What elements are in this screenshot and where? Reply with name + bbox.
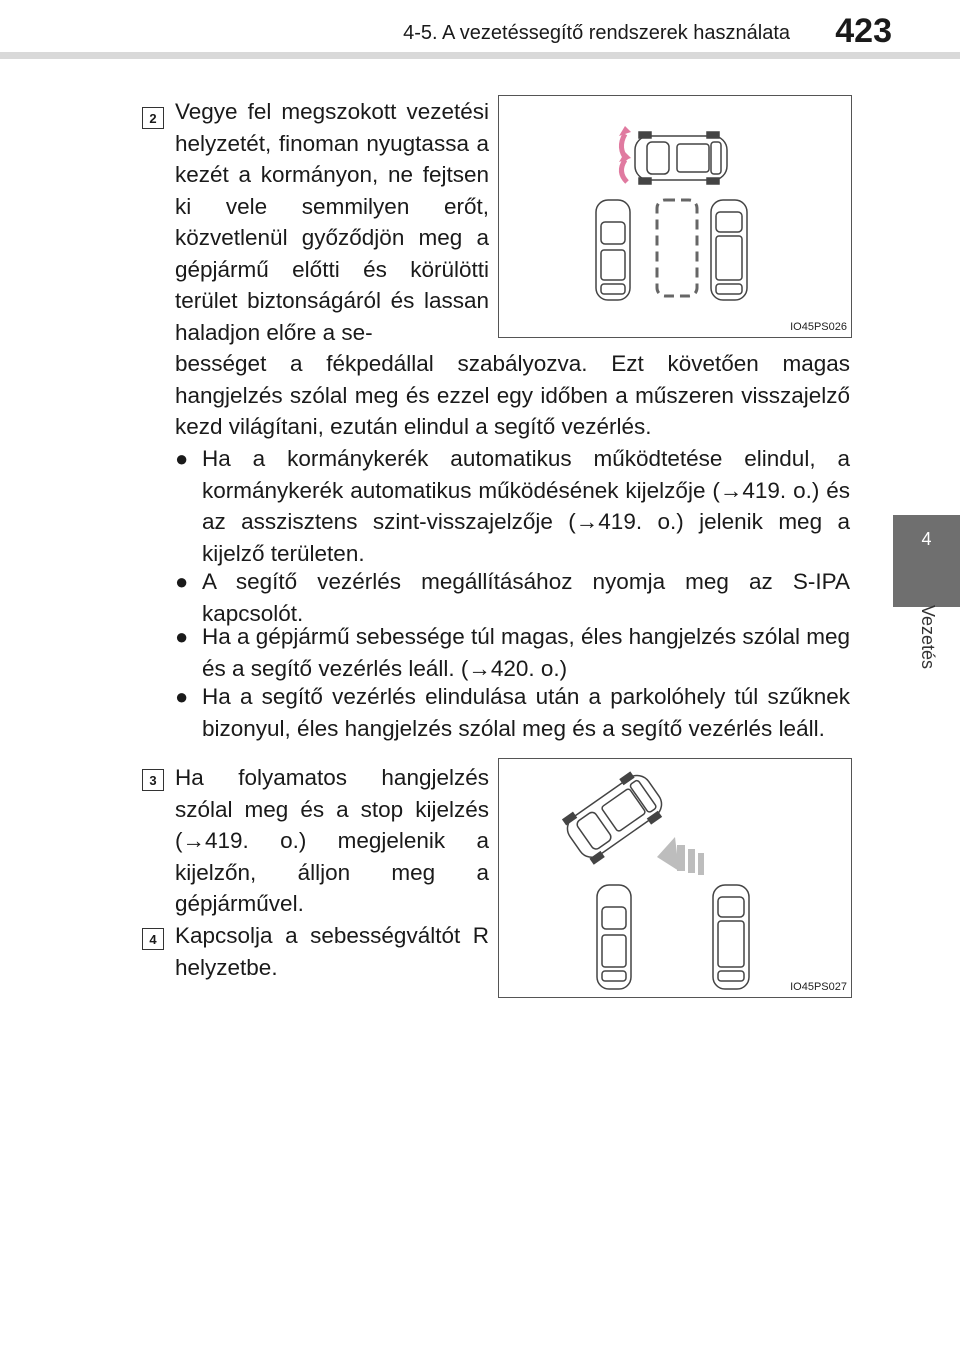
step-2-badge: 2 xyxy=(142,107,164,129)
figure-stop-position xyxy=(498,758,852,998)
bullet-icon: ● xyxy=(175,569,189,594)
page-number: 423 xyxy=(835,12,892,50)
figure-forward-assist xyxy=(498,95,852,338)
chapter-label: Vezetés xyxy=(918,605,938,670)
step-4-text: Kapcsolja a sebességváltót R helyzetbe. xyxy=(175,923,489,980)
parking-diagram-2 xyxy=(499,759,851,997)
bullet-item xyxy=(175,566,850,629)
bullet-icon: ● xyxy=(175,624,189,649)
angled-car xyxy=(560,767,670,866)
chapter-tab xyxy=(893,515,960,607)
bullet-text: Ha a segítő vezérlés elindulása után a parkolóhely túl szűknek bizonyul, éles hangjelzés szólal meg és a segítő vezérlés leáll. xyxy=(202,684,850,741)
bullet-item xyxy=(175,681,850,744)
step-2-text-bottom: bességet a fékpedállal szabályozva. Ezt követően magas hangjelzés szólal meg és ezzel egy időben a műszeren visszajelző kezd világítani, ezután elindul a segítő vezérlés. xyxy=(175,351,850,439)
bullet-item xyxy=(175,443,850,569)
stop-arrow xyxy=(657,837,704,875)
parked-car-left xyxy=(597,885,631,989)
parking-space xyxy=(657,200,697,296)
parked-car-left xyxy=(596,200,630,300)
bullet-icon: ● xyxy=(175,446,189,471)
moving-car xyxy=(635,132,727,184)
parked-car-right xyxy=(713,885,749,989)
chapter-number: 4 xyxy=(921,529,932,549)
step-3-text: Ha folyamatos hangjelzés szólal meg és a stop kijelzés (→419. o.) megjelenik a kijelzőn, álljon meg a gépjárművel. xyxy=(175,765,489,916)
step-4-badge: 4 xyxy=(142,928,164,950)
figure-2-label: IO45PS027 xyxy=(790,981,847,993)
bullet-icon: ● xyxy=(175,684,189,709)
bullet-text: Ha a gépjármű sebessége túl magas, éles hangjelzés szólal meg és a segítő vezérlés leáll. (→420. o.) xyxy=(202,624,850,681)
parking-diagram-1 xyxy=(499,96,851,337)
parked-car-right xyxy=(711,200,747,300)
bullet-text: Ha a kormánykerék automatikus működtetése elindul, a kormánykerék automatikus működésének kijelzője (→419. o.) és az asszisztens szint-visszajelzője (→419. o.) jelenik meg a kijelző területen. xyxy=(202,446,850,566)
figure-1-label: IO45PS026 xyxy=(790,321,847,333)
step-3-badge: 3 xyxy=(142,769,164,791)
running-header-title: 4-5. A vezetéssegítő rendszerek használata xyxy=(403,22,790,44)
header-rule xyxy=(0,52,960,59)
bullet-text: A segítő vezérlés megállításához nyomja meg az S-IPA kapcsolót. xyxy=(202,569,850,626)
bullet-item xyxy=(175,621,850,684)
step-2-text-top: Vegye fel megszokott vezetési helyzetét, finoman nyugtassa a kezét a kormányon, ne fejtsen ki vele semmilyen erőt, közvetlenül győződjön meg a gépjármű előtti és körülötti terület biztonságáról és lassan haladjon előre a se- xyxy=(175,99,489,345)
